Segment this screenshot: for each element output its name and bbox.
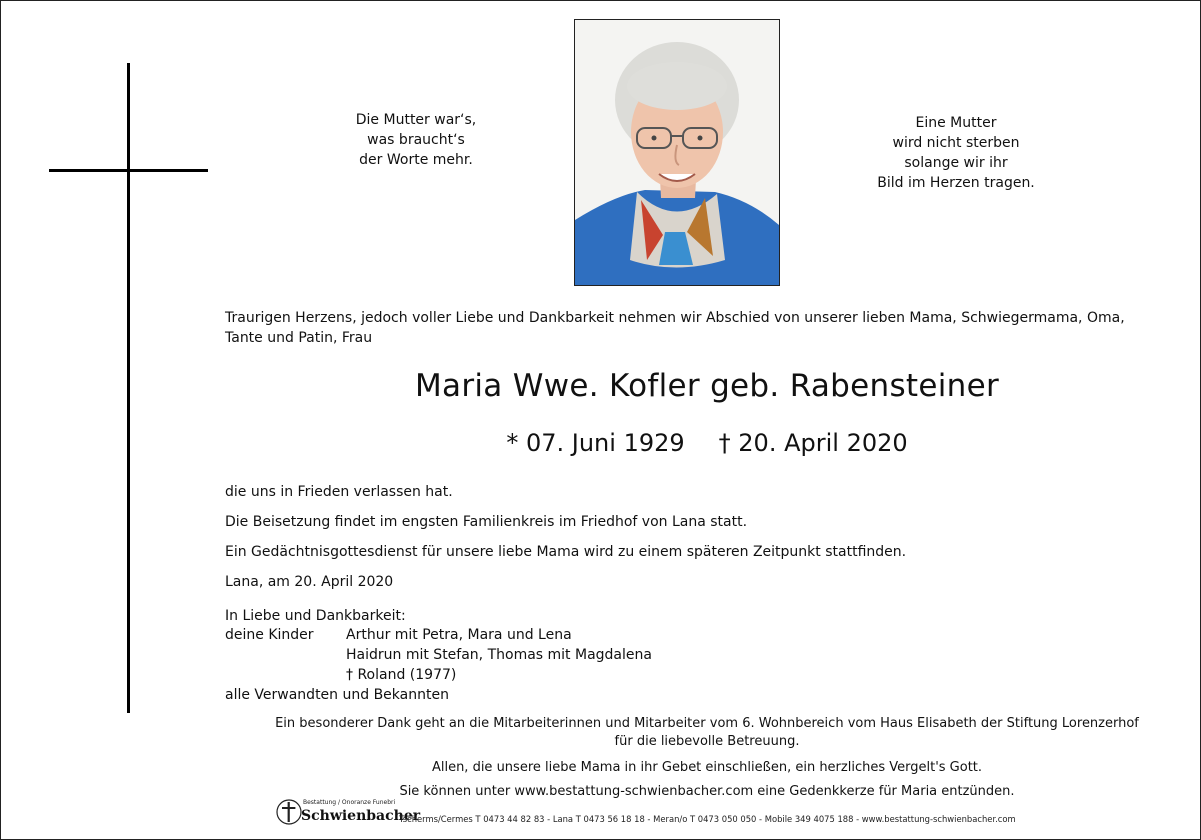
death-date: † 20. April 2020 [718, 429, 908, 457]
logo-subtitle: Bestattung / Onoranze Funebri [303, 799, 396, 806]
contact-line: Tscherms/Cermes T 0473 44 82 83 - Lana T 0473 56 18 18 - Meran/o T 0473 050 050 - Mobile 349 4075 188 - www.bestattung-schwienbacher.com [399, 814, 1016, 824]
life-dates [225, 426, 1189, 460]
funeral-home-logo [275, 795, 421, 829]
thanks-line: für die liebevolle Betreuung. [614, 734, 800, 749]
candle-link-text: Sie können unter www.bestattung-schwienbacher.com eine Gedenkkerze für Maria entzünden. [399, 784, 1015, 799]
portrait-photo [574, 19, 780, 286]
child-entry: † Roland (1977) [346, 667, 457, 683]
quote-right-line: wird nicht sterben [892, 135, 1020, 151]
paragraph-memorial: Ein Gedächtnisgottesdienst für unsere liebe Mama wird zu einem späteren Zeitpunkt stattfinden. [225, 544, 907, 560]
family-heading: In Liebe und Dankbarkeit: [225, 608, 406, 624]
quote-right [861, 113, 1051, 193]
quote-left-line: Die Mutter war‘s, [355, 112, 477, 128]
thanks-prayer: Allen, die unsere liebe Mama in ihr Gebet einschließen, ein herzliches Vergelt's Gott. [431, 760, 983, 775]
family-row [225, 625, 652, 645]
birth-date: * 07. Juni 1929 [506, 429, 685, 457]
quote-left-line: was braucht‘s [367, 132, 465, 148]
family-list [225, 625, 652, 705]
relatives-entry: alle Verwandten und Bekannten [225, 687, 449, 703]
quote-left [321, 110, 511, 170]
cross-icon-bar [49, 169, 208, 172]
funeral-home-footer [275, 795, 1016, 831]
quote-right-line: solange wir ihr [904, 155, 1008, 171]
child-entry: Arthur mit Petra, Mara und Lena [346, 627, 572, 643]
child-entry: Haidrun mit Stefan, Thomas mit Magdalena [346, 647, 652, 663]
thanks-line: Ein besonderer Dank geht an die Mitarbeiterinnen und Mitarbeiter vom 6. Wohnbereich vom Haus Elisabeth der Stiftung Lorenzerhof [275, 716, 1139, 731]
quote-right-line: Bild im Herzen tragen. [877, 175, 1035, 191]
place-date: Lana, am 20. April 2020 [225, 574, 394, 590]
children-label: deine Kinder [225, 627, 314, 643]
thanks-staff [225, 715, 1189, 751]
cross-icon [127, 63, 130, 713]
deceased-name: Maria Wwe. Kofler geb. Rabensteiner [414, 368, 1000, 404]
paragraph-peace: die uns in Frieden verlassen hat. [225, 484, 453, 500]
logo-cross-icon [275, 797, 303, 827]
paragraph-burial: Die Beisetzung findet im engsten Familienkreis im Friedhof von Lana statt. [225, 514, 748, 530]
quote-right-line: Eine Mutter [915, 115, 997, 131]
quote-left-line: der Worte mehr. [359, 152, 473, 168]
logo-name: Schwienbacher [301, 808, 421, 824]
intro-text: Traurigen Herzens, jedoch voller Liebe und Dankbarkeit nehmen wir Abschied von unserer lieben Mama, Schwiegermama, Oma, Tante und Patin, Frau [225, 310, 1125, 346]
